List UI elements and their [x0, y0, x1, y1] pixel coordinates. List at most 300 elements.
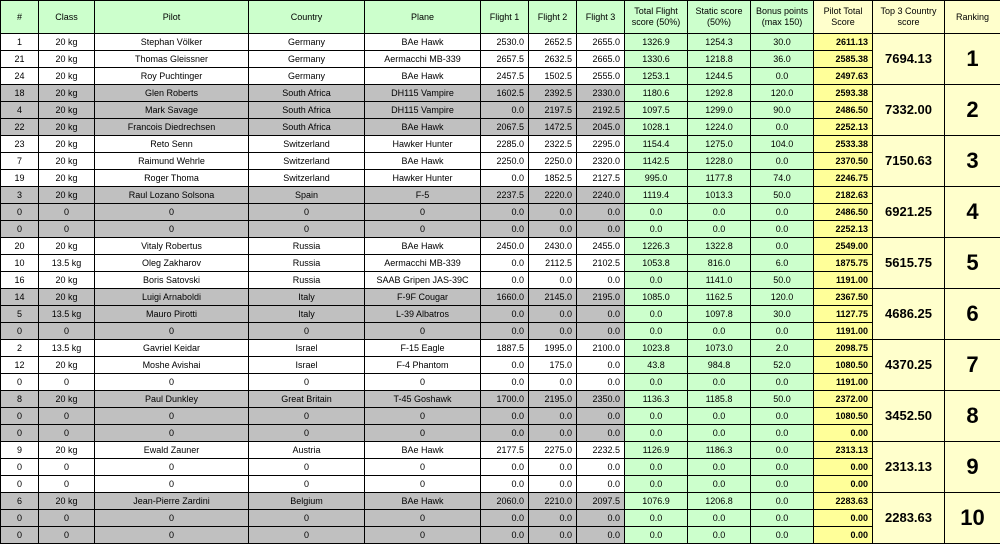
cell-plane[interactable]: BAe Hawk [365, 68, 481, 85]
cell-number[interactable]: 0 [1, 459, 39, 476]
table-row[interactable] [1, 289, 1000, 306]
country-score-cell[interactable]: 2283.63 [873, 493, 945, 544]
cell-number[interactable]: 0 [1, 221, 39, 238]
cell-flight-2[interactable]: 2220.0 [529, 187, 577, 204]
cell-number[interactable]: 0 [1, 425, 39, 442]
cell-flight-3[interactable]: 2350.0 [577, 391, 625, 408]
cell-pilot-total-score[interactable]: 2585.38 [814, 51, 873, 68]
cell-flight-1[interactable]: 2177.5 [481, 442, 529, 459]
cell-country[interactable]: Germany [249, 51, 365, 68]
cell-number[interactable]: 0 [1, 527, 39, 544]
cell-plane[interactable]: DH115 Vampire [365, 102, 481, 119]
cell-flight-1[interactable]: 2450.0 [481, 238, 529, 255]
cell-flight-3[interactable]: 0.0 [577, 323, 625, 340]
cell-flight-1[interactable]: 2250.0 [481, 153, 529, 170]
cell-pilot[interactable]: 0 [95, 459, 249, 476]
cell-country[interactable]: 0 [249, 425, 365, 442]
table-row[interactable] [1, 374, 1000, 391]
cell-plane[interactable]: 0 [365, 459, 481, 476]
cell-class[interactable]: 20 kg [39, 170, 95, 187]
cell-pilot[interactable]: Ewald Zauner [95, 442, 249, 459]
cell-flight-2[interactable]: 0.0 [529, 459, 577, 476]
cell-static-score[interactable]: 984.8 [688, 357, 751, 374]
cell-flight-2[interactable]: 2275.0 [529, 442, 577, 459]
cell-country[interactable]: 0 [249, 476, 365, 493]
cell-number[interactable]: 18 [1, 85, 39, 102]
cell-plane[interactable]: F-9F Cougar [365, 289, 481, 306]
cell-bonus-points[interactable]: 120.0 [751, 85, 814, 102]
cell-class[interactable]: 20 kg [39, 357, 95, 374]
cell-pilot-total-score[interactable]: 1191.00 [814, 374, 873, 391]
cell-flight-3[interactable]: 0.0 [577, 527, 625, 544]
cell-bonus-points[interactable]: 50.0 [751, 391, 814, 408]
cell-number[interactable]: 22 [1, 119, 39, 136]
cell-static-score[interactable]: 1073.0 [688, 340, 751, 357]
cell-number[interactable]: 0 [1, 323, 39, 340]
cell-flight-1[interactable]: 0.0 [481, 476, 529, 493]
cell-country[interactable]: Belgium [249, 493, 365, 510]
cell-bonus-points[interactable]: 30.0 [751, 306, 814, 323]
table-row[interactable] [1, 357, 1000, 374]
cell-bonus-points[interactable]: 0.0 [751, 425, 814, 442]
cell-flight-2[interactable]: 0.0 [529, 510, 577, 527]
cell-flight-3[interactable]: 2665.0 [577, 51, 625, 68]
cell-bonus-points[interactable]: 104.0 [751, 136, 814, 153]
country-score-cell[interactable]: 7694.13 [873, 34, 945, 85]
cell-static-score[interactable]: 1299.0 [688, 102, 751, 119]
header-class[interactable]: Class [39, 1, 95, 34]
cell-number[interactable]: 23 [1, 136, 39, 153]
cell-total-flight-score[interactable]: 0.0 [625, 323, 688, 340]
cell-flight-1[interactable]: 0.0 [481, 357, 529, 374]
cell-pilot-total-score[interactable]: 0.00 [814, 476, 873, 493]
cell-class[interactable]: 20 kg [39, 238, 95, 255]
cell-plane[interactable]: T-45 Goshawk [365, 391, 481, 408]
cell-number[interactable]: 0 [1, 204, 39, 221]
table-row[interactable] [1, 221, 1000, 238]
cell-pilot-total-score[interactable]: 2098.75 [814, 340, 873, 357]
cell-pilot-total-score[interactable]: 2182.63 [814, 187, 873, 204]
cell-total-flight-score[interactable]: 1053.8 [625, 255, 688, 272]
cell-pilot-total-score[interactable]: 2533.38 [814, 136, 873, 153]
header-country-score[interactable]: Top 3 Country score [873, 1, 945, 34]
cell-total-flight-score[interactable]: 0.0 [625, 408, 688, 425]
cell-flight-2[interactable]: 2250.0 [529, 153, 577, 170]
cell-flight-3[interactable]: 2045.0 [577, 119, 625, 136]
cell-flight-3[interactable]: 0.0 [577, 204, 625, 221]
cell-bonus-points[interactable]: 0.0 [751, 510, 814, 527]
cell-flight-3[interactable]: 2295.0 [577, 136, 625, 153]
cell-pilot[interactable]: Gavriel Keidar [95, 340, 249, 357]
cell-static-score[interactable]: 1224.0 [688, 119, 751, 136]
country-score-cell[interactable]: 3452.50 [873, 391, 945, 442]
cell-static-score[interactable]: 0.0 [688, 510, 751, 527]
cell-flight-2[interactable]: 2430.0 [529, 238, 577, 255]
cell-flight-2[interactable]: 2210.0 [529, 493, 577, 510]
cell-static-score[interactable]: 0.0 [688, 425, 751, 442]
table-row[interactable] [1, 340, 1000, 357]
cell-total-flight-score[interactable]: 1119.4 [625, 187, 688, 204]
table-row[interactable] [1, 119, 1000, 136]
cell-pilot[interactable]: 0 [95, 510, 249, 527]
cell-flight-2[interactable]: 0.0 [529, 425, 577, 442]
cell-number[interactable]: 6 [1, 493, 39, 510]
cell-pilot[interactable]: Mark Savage [95, 102, 249, 119]
cell-class[interactable]: 0 [39, 374, 95, 391]
cell-pilot-total-score[interactable]: 0.00 [814, 510, 873, 527]
cell-static-score[interactable]: 1177.8 [688, 170, 751, 187]
cell-pilot-total-score[interactable]: 0.00 [814, 425, 873, 442]
cell-pilot-total-score[interactable]: 2252.13 [814, 221, 873, 238]
cell-bonus-points[interactable]: 30.0 [751, 34, 814, 51]
cell-pilot-total-score[interactable]: 2283.63 [814, 493, 873, 510]
cell-flight-3[interactable]: 2127.5 [577, 170, 625, 187]
cell-plane[interactable]: DH115 Vampire [365, 85, 481, 102]
cell-pilot[interactable]: 0 [95, 221, 249, 238]
cell-flight-2[interactable]: 1472.5 [529, 119, 577, 136]
cell-flight-3[interactable]: 0.0 [577, 221, 625, 238]
cell-class[interactable]: 0 [39, 476, 95, 493]
country-score-cell[interactable]: 7150.63 [873, 136, 945, 187]
cell-number[interactable]: 0 [1, 374, 39, 391]
cell-flight-3[interactable]: 0.0 [577, 374, 625, 391]
cell-flight-2[interactable]: 0.0 [529, 374, 577, 391]
cell-flight-2[interactable]: 0.0 [529, 408, 577, 425]
table-row[interactable] [1, 493, 1000, 510]
cell-flight-1[interactable]: 2237.5 [481, 187, 529, 204]
cell-pilot-total-score[interactable]: 1191.00 [814, 323, 873, 340]
cell-pilot[interactable]: 0 [95, 527, 249, 544]
cell-flight-1[interactable]: 0.0 [481, 272, 529, 289]
cell-class[interactable]: 0 [39, 527, 95, 544]
cell-pilot[interactable]: Raimund Wehrle [95, 153, 249, 170]
header-country[interactable]: Country [249, 1, 365, 34]
cell-plane[interactable]: BAe Hawk [365, 34, 481, 51]
country-score-cell[interactable]: 4686.25 [873, 289, 945, 340]
cell-bonus-points[interactable]: 74.0 [751, 170, 814, 187]
cell-bonus-points[interactable]: 0.0 [751, 459, 814, 476]
cell-country[interactable]: Russia [249, 272, 365, 289]
cell-total-flight-score[interactable]: 1180.6 [625, 85, 688, 102]
cell-country[interactable]: Switzerland [249, 170, 365, 187]
cell-flight-1[interactable]: 0.0 [481, 221, 529, 238]
cell-flight-1[interactable]: 1602.5 [481, 85, 529, 102]
cell-static-score[interactable]: 1162.5 [688, 289, 751, 306]
cell-country[interactable]: Italy [249, 306, 365, 323]
cell-country[interactable]: 0 [249, 459, 365, 476]
cell-bonus-points[interactable]: 0.0 [751, 204, 814, 221]
cell-total-flight-score[interactable]: 1154.4 [625, 136, 688, 153]
cell-plane[interactable]: 0 [365, 510, 481, 527]
cell-country[interactable]: Italy [249, 289, 365, 306]
cell-country[interactable]: Great Britain [249, 391, 365, 408]
cell-pilot-total-score[interactable]: 2370.50 [814, 153, 873, 170]
cell-pilot[interactable]: 0 [95, 374, 249, 391]
cell-flight-3[interactable]: 2192.5 [577, 102, 625, 119]
cell-static-score[interactable]: 1254.3 [688, 34, 751, 51]
cell-pilot[interactable]: Glen Roberts [95, 85, 249, 102]
cell-plane[interactable]: BAe Hawk [365, 442, 481, 459]
table-row[interactable] [1, 255, 1000, 272]
cell-pilot[interactable]: Paul Dunkley [95, 391, 249, 408]
cell-plane[interactable]: 0 [365, 374, 481, 391]
cell-bonus-points[interactable]: 0.0 [751, 527, 814, 544]
cell-class[interactable]: 20 kg [39, 85, 95, 102]
cell-plane[interactable]: 0 [365, 476, 481, 493]
cell-plane[interactable]: SAAB Gripen JAS-39C [365, 272, 481, 289]
cell-static-score[interactable]: 1218.8 [688, 51, 751, 68]
table-row[interactable] [1, 527, 1000, 544]
cell-flight-2[interactable]: 0.0 [529, 204, 577, 221]
cell-country[interactable]: Russia [249, 238, 365, 255]
table-row[interactable] [1, 136, 1000, 153]
cell-total-flight-score[interactable]: 1330.6 [625, 51, 688, 68]
table-row[interactable] [1, 102, 1000, 119]
cell-plane[interactable]: L-39 Albatros [365, 306, 481, 323]
cell-number[interactable]: 0 [1, 510, 39, 527]
cell-flight-1[interactable]: 0.0 [481, 102, 529, 119]
cell-flight-1[interactable]: 2457.5 [481, 68, 529, 85]
cell-class[interactable]: 20 kg [39, 442, 95, 459]
cell-flight-3[interactable]: 0.0 [577, 272, 625, 289]
cell-class[interactable]: 20 kg [39, 272, 95, 289]
cell-bonus-points[interactable]: 50.0 [751, 187, 814, 204]
cell-bonus-points[interactable]: 52.0 [751, 357, 814, 374]
cell-flight-2[interactable]: 0.0 [529, 272, 577, 289]
cell-class[interactable]: 20 kg [39, 136, 95, 153]
cell-country[interactable]: 0 [249, 408, 365, 425]
cell-pilot-total-score[interactable]: 1875.75 [814, 255, 873, 272]
cell-plane[interactable]: F-4 Phantom [365, 357, 481, 374]
header-flight-2[interactable]: Flight 2 [529, 1, 577, 34]
table-row[interactable] [1, 68, 1000, 85]
cell-country[interactable]: Israel [249, 340, 365, 357]
cell-pilot-total-score[interactable]: 2486.50 [814, 204, 873, 221]
cell-static-score[interactable]: 0.0 [688, 204, 751, 221]
table-row[interactable] [1, 272, 1000, 289]
country-score-cell[interactable]: 5615.75 [873, 238, 945, 289]
cell-flight-1[interactable]: 1700.0 [481, 391, 529, 408]
cell-flight-3[interactable]: 2455.0 [577, 238, 625, 255]
cell-static-score[interactable]: 0.0 [688, 527, 751, 544]
table-row[interactable] [1, 510, 1000, 527]
cell-class[interactable]: 0 [39, 510, 95, 527]
cell-flight-3[interactable]: 2232.5 [577, 442, 625, 459]
cell-class[interactable]: 20 kg [39, 153, 95, 170]
cell-country[interactable]: South Africa [249, 102, 365, 119]
cell-pilot[interactable]: Raul Lozano Solsona [95, 187, 249, 204]
cell-class[interactable]: 20 kg [39, 68, 95, 85]
cell-flight-2[interactable]: 1852.5 [529, 170, 577, 187]
cell-flight-1[interactable]: 2285.0 [481, 136, 529, 153]
cell-number[interactable]: 20 [1, 238, 39, 255]
cell-pilot[interactable]: Roy Puchtinger [95, 68, 249, 85]
cell-pilot-total-score[interactable]: 2246.75 [814, 170, 873, 187]
ranking-cell[interactable]: 8 [945, 391, 1000, 442]
cell-plane[interactable]: BAe Hawk [365, 153, 481, 170]
cell-class[interactable]: 20 kg [39, 102, 95, 119]
cell-pilot[interactable]: Francois Diedrechsen [95, 119, 249, 136]
cell-flight-1[interactable]: 1660.0 [481, 289, 529, 306]
cell-flight-2[interactable]: 2632.5 [529, 51, 577, 68]
cell-country[interactable]: Germany [249, 34, 365, 51]
cell-class[interactable]: 20 kg [39, 391, 95, 408]
cell-flight-2[interactable]: 2197.5 [529, 102, 577, 119]
cell-plane[interactable]: Aermacchi MB-339 [365, 51, 481, 68]
cell-country[interactable]: Switzerland [249, 153, 365, 170]
cell-pilot-total-score[interactable]: 1080.50 [814, 408, 873, 425]
cell-pilot[interactable]: Mauro Pirotti [95, 306, 249, 323]
cell-bonus-points[interactable]: 0.0 [751, 68, 814, 85]
table-row[interactable] [1, 187, 1000, 204]
cell-static-score[interactable]: 1322.8 [688, 238, 751, 255]
cell-flight-3[interactable]: 0.0 [577, 510, 625, 527]
country-score-cell[interactable]: 7332.00 [873, 85, 945, 136]
cell-flight-2[interactable]: 2652.5 [529, 34, 577, 51]
cell-plane[interactable]: F-15 Eagle [365, 340, 481, 357]
cell-class[interactable]: 0 [39, 323, 95, 340]
cell-country[interactable]: 0 [249, 510, 365, 527]
cell-static-score[interactable]: 0.0 [688, 408, 751, 425]
table-row[interactable] [1, 459, 1000, 476]
cell-total-flight-score[interactable]: 0.0 [625, 476, 688, 493]
cell-number[interactable]: 16 [1, 272, 39, 289]
cell-total-flight-score[interactable]: 43.8 [625, 357, 688, 374]
cell-total-flight-score[interactable]: 0.0 [625, 425, 688, 442]
cell-pilot[interactable]: Stephan Völker [95, 34, 249, 51]
cell-static-score[interactable]: 0.0 [688, 476, 751, 493]
cell-class[interactable]: 13.5 kg [39, 340, 95, 357]
cell-total-flight-score[interactable]: 0.0 [625, 374, 688, 391]
cell-number[interactable]: 4 [1, 102, 39, 119]
cell-plane[interactable]: 0 [365, 323, 481, 340]
cell-static-score[interactable]: 1275.0 [688, 136, 751, 153]
table-row[interactable] [1, 238, 1000, 255]
table-row[interactable] [1, 51, 1000, 68]
cell-total-flight-score[interactable]: 1097.5 [625, 102, 688, 119]
ranking-cell[interactable]: 5 [945, 238, 1000, 289]
header-flight-1[interactable]: Flight 1 [481, 1, 529, 34]
cell-plane[interactable]: 0 [365, 527, 481, 544]
country-score-cell[interactable]: 6921.25 [873, 187, 945, 238]
cell-static-score[interactable]: 1186.3 [688, 442, 751, 459]
cell-pilot[interactable]: Luigi Arnaboldi [95, 289, 249, 306]
cell-flight-1[interactable]: 0.0 [481, 425, 529, 442]
cell-flight-1[interactable]: 0.0 [481, 408, 529, 425]
cell-number[interactable]: 7 [1, 153, 39, 170]
cell-flight-1[interactable]: 2657.5 [481, 51, 529, 68]
cell-flight-3[interactable]: 2240.0 [577, 187, 625, 204]
cell-flight-1[interactable]: 2530.0 [481, 34, 529, 51]
cell-number[interactable]: 3 [1, 187, 39, 204]
cell-flight-3[interactable]: 0.0 [577, 357, 625, 374]
cell-bonus-points[interactable]: 0.0 [751, 221, 814, 238]
cell-country[interactable]: 0 [249, 204, 365, 221]
cell-flight-2[interactable]: 2322.5 [529, 136, 577, 153]
cell-pilot-total-score[interactable]: 2593.38 [814, 85, 873, 102]
cell-class[interactable]: 20 kg [39, 289, 95, 306]
ranking-cell[interactable]: 3 [945, 136, 1000, 187]
cell-flight-2[interactable]: 2392.5 [529, 85, 577, 102]
cell-bonus-points[interactable]: 120.0 [751, 289, 814, 306]
cell-static-score[interactable]: 1292.8 [688, 85, 751, 102]
header-pilot[interactable]: Pilot [95, 1, 249, 34]
cell-pilot[interactable]: Jean-Pierre Zardini [95, 493, 249, 510]
cell-bonus-points[interactable]: 90.0 [751, 102, 814, 119]
cell-country[interactable]: 0 [249, 323, 365, 340]
cell-flight-3[interactable]: 2330.0 [577, 85, 625, 102]
cell-flight-2[interactable]: 2112.5 [529, 255, 577, 272]
cell-pilot[interactable]: Oleg Zakharov [95, 255, 249, 272]
cell-total-flight-score[interactable]: 1126.9 [625, 442, 688, 459]
cell-static-score[interactable]: 1141.0 [688, 272, 751, 289]
table-row[interactable] [1, 391, 1000, 408]
cell-total-flight-score[interactable]: 1226.3 [625, 238, 688, 255]
cell-plane[interactable]: 0 [365, 425, 481, 442]
cell-flight-1[interactable]: 1887.5 [481, 340, 529, 357]
header-bonus-points[interactable]: Bonus points (max 150) [751, 1, 814, 34]
cell-plane[interactable]: 0 [365, 408, 481, 425]
cell-bonus-points[interactable]: 0.0 [751, 238, 814, 255]
cell-flight-3[interactable]: 0.0 [577, 306, 625, 323]
cell-flight-2[interactable]: 0.0 [529, 323, 577, 340]
ranking-cell[interactable]: 7 [945, 340, 1000, 391]
cell-flight-2[interactable]: 175.0 [529, 357, 577, 374]
cell-flight-1[interactable]: 0.0 [481, 204, 529, 221]
cell-static-score[interactable]: 816.0 [688, 255, 751, 272]
cell-pilot-total-score[interactable]: 2313.13 [814, 442, 873, 459]
cell-flight-3[interactable]: 0.0 [577, 459, 625, 476]
cell-number[interactable]: 19 [1, 170, 39, 187]
cell-flight-3[interactable]: 2320.0 [577, 153, 625, 170]
cell-static-score[interactable]: 1206.8 [688, 493, 751, 510]
ranking-cell[interactable]: 10 [945, 493, 1000, 544]
cell-country[interactable]: Switzerland [249, 136, 365, 153]
cell-number[interactable]: 1 [1, 34, 39, 51]
cell-class[interactable]: 20 kg [39, 119, 95, 136]
table-row[interactable] [1, 442, 1000, 459]
cell-flight-3[interactable]: 0.0 [577, 408, 625, 425]
cell-static-score[interactable]: 0.0 [688, 374, 751, 391]
cell-static-score[interactable]: 0.0 [688, 221, 751, 238]
cell-number[interactable]: 2 [1, 340, 39, 357]
cell-flight-1[interactable]: 0.0 [481, 323, 529, 340]
cell-total-flight-score[interactable]: 1253.1 [625, 68, 688, 85]
table-row[interactable] [1, 34, 1000, 51]
cell-flight-1[interactable]: 0.0 [481, 459, 529, 476]
header-pilot-total-score[interactable]: Pilot Total Score [814, 1, 873, 34]
cell-flight-2[interactable]: 0.0 [529, 476, 577, 493]
cell-plane[interactable]: Hawker Hunter [365, 136, 481, 153]
cell-plane[interactable]: BAe Hawk [365, 238, 481, 255]
cell-class[interactable]: 0 [39, 425, 95, 442]
cell-country[interactable]: Russia [249, 255, 365, 272]
cell-bonus-points[interactable]: 0.0 [751, 493, 814, 510]
cell-flight-1[interactable]: 0.0 [481, 170, 529, 187]
cell-country[interactable]: Austria [249, 442, 365, 459]
cell-flight-3[interactable]: 0.0 [577, 425, 625, 442]
table-row[interactable] [1, 170, 1000, 187]
table-row[interactable] [1, 408, 1000, 425]
cell-country[interactable]: Spain [249, 187, 365, 204]
cell-total-flight-score[interactable]: 1142.5 [625, 153, 688, 170]
cell-plane[interactable]: BAe Hawk [365, 493, 481, 510]
cell-class[interactable]: 20 kg [39, 493, 95, 510]
cell-country[interactable]: 0 [249, 221, 365, 238]
cell-country[interactable]: 0 [249, 527, 365, 544]
table-row[interactable] [1, 425, 1000, 442]
table-row[interactable] [1, 85, 1000, 102]
